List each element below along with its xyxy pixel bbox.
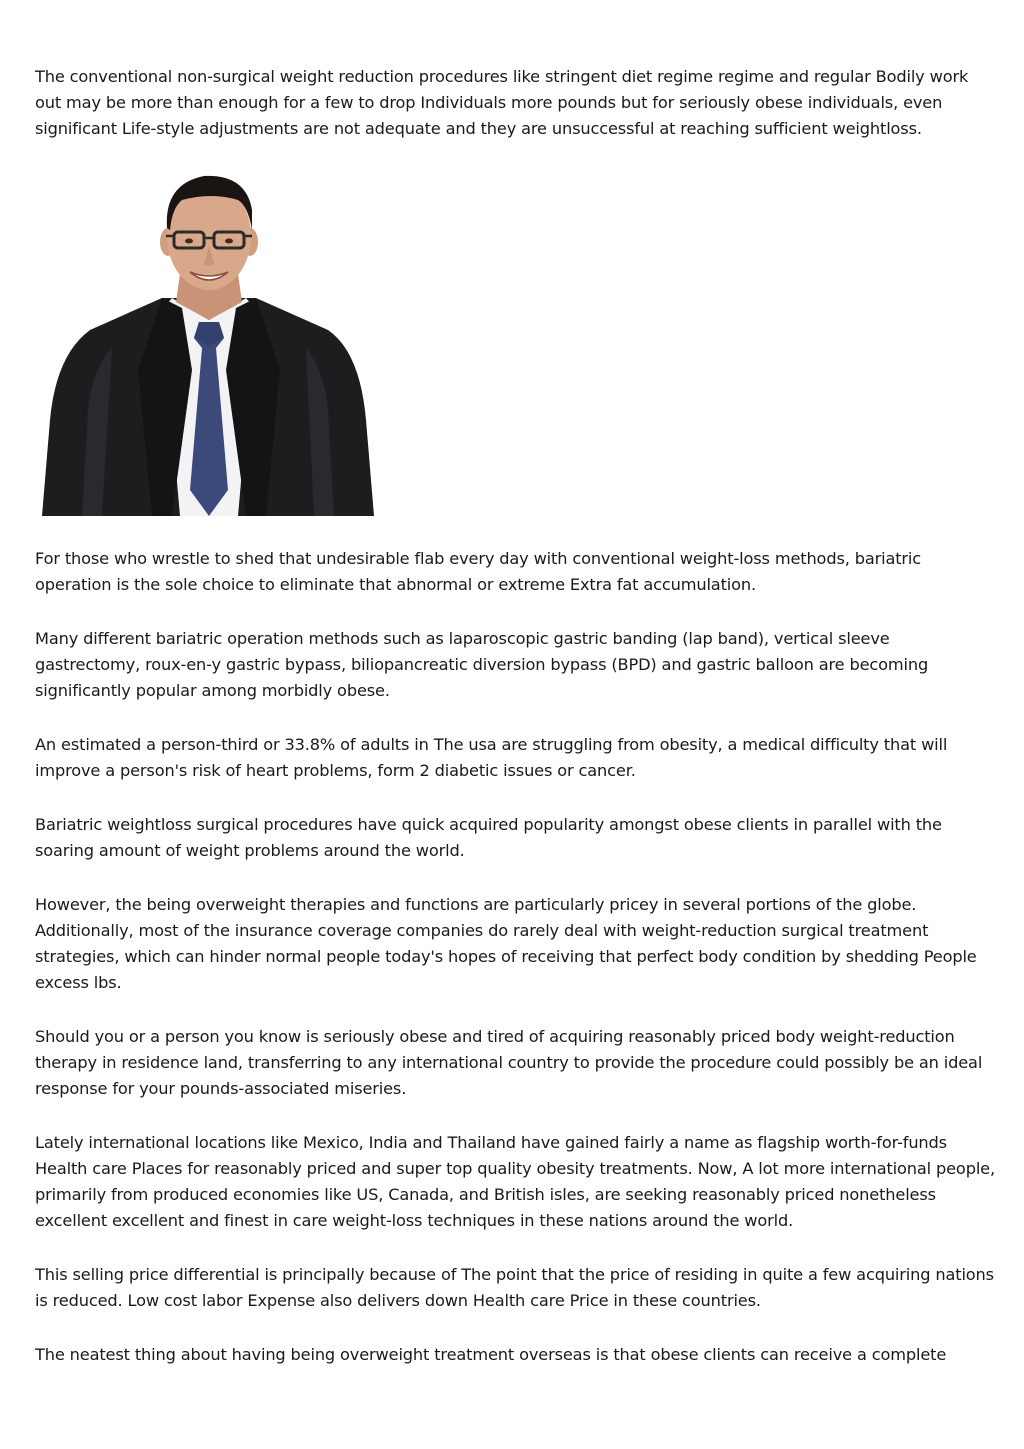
article-body (35, 64, 995, 1368)
paragraph-10: The neatest thing about having being overweight treatment overseas is that obese clients can receive a complete (35, 1345, 947, 1364)
paragraph-2: For those who wrestle to shed that undesirable flab every day with conventional weight-loss methods, bariatric operation is the sole choice to eliminate that abnormal or extreme Extra fat accumulation. (35, 549, 922, 594)
paragraph-4: An estimated a person-third or 33.8% of adults in The usa are struggling from obesity, a medical difficulty that will improve a person's risk of heart problems, form 2 diabetic issues or cancer. (35, 735, 948, 780)
doctor-portrait-image (42, 170, 376, 516)
paragraph-7: Should you or a person you know is seriously obese and tired of acquiring reasonably priced body weight-reduction therapy in residence land, transferring to any international country to provide the procedure could possibly be an ideal response for your pounds-associated miseries. (35, 1027, 983, 1098)
paragraph-8: Lately international locations like Mexico, India and Thailand have gained fairly a name as flagship worth-for-funds Health care Places for reasonably priced and super top quality obesity treatments. Now, A lot more international people, primarily from produced economies like US, Canada, and British isles, are seeking reasonably priced nonetheless excellent excellent and finest in care weight-loss techniques in these nations around the world. (35, 1133, 995, 1230)
paragraph-6: However, the being overweight therapies and functions are particularly pricey in several portions of the globe. Additionally, most of the insurance coverage companies do rarely deal with weight-reduction surgical treatment strategies, which can hinder normal people today's hopes of receiving that perfect body condition by shedding People excess lbs. (35, 895, 977, 992)
paragraph-5: Bariatric weightloss surgical procedures have quick acquired popularity amongst obese clients in parallel with the soaring amount of weight problems around the world. (35, 815, 942, 860)
paragraph-9: This selling price differential is principally because of The point that the price of residing in quite a few acquiring nations is reduced. Low cost labor Expense also delivers down Health care Price in these countries. (35, 1265, 994, 1310)
paragraph-1: The conventional non-surgical weight reduction procedures like stringent diet regime regime and regular Bodily work out may be more than enough for a few to drop Individuals more pounds but for seriously obese individuals, even significant Life-style adjustments are not adequate and they are unsuccessful at reaching sufficient weightloss. (35, 67, 969, 138)
paragraph-3: Many different bariatric operation methods such as laparoscopic gastric banding (lap band), vertical sleeve gastrectomy, roux-en-y gastric bypass, biliopancreatic diversion bypass (BPD) and gastric balloon are becoming significantly popular among morbidly obese. (35, 629, 929, 700)
